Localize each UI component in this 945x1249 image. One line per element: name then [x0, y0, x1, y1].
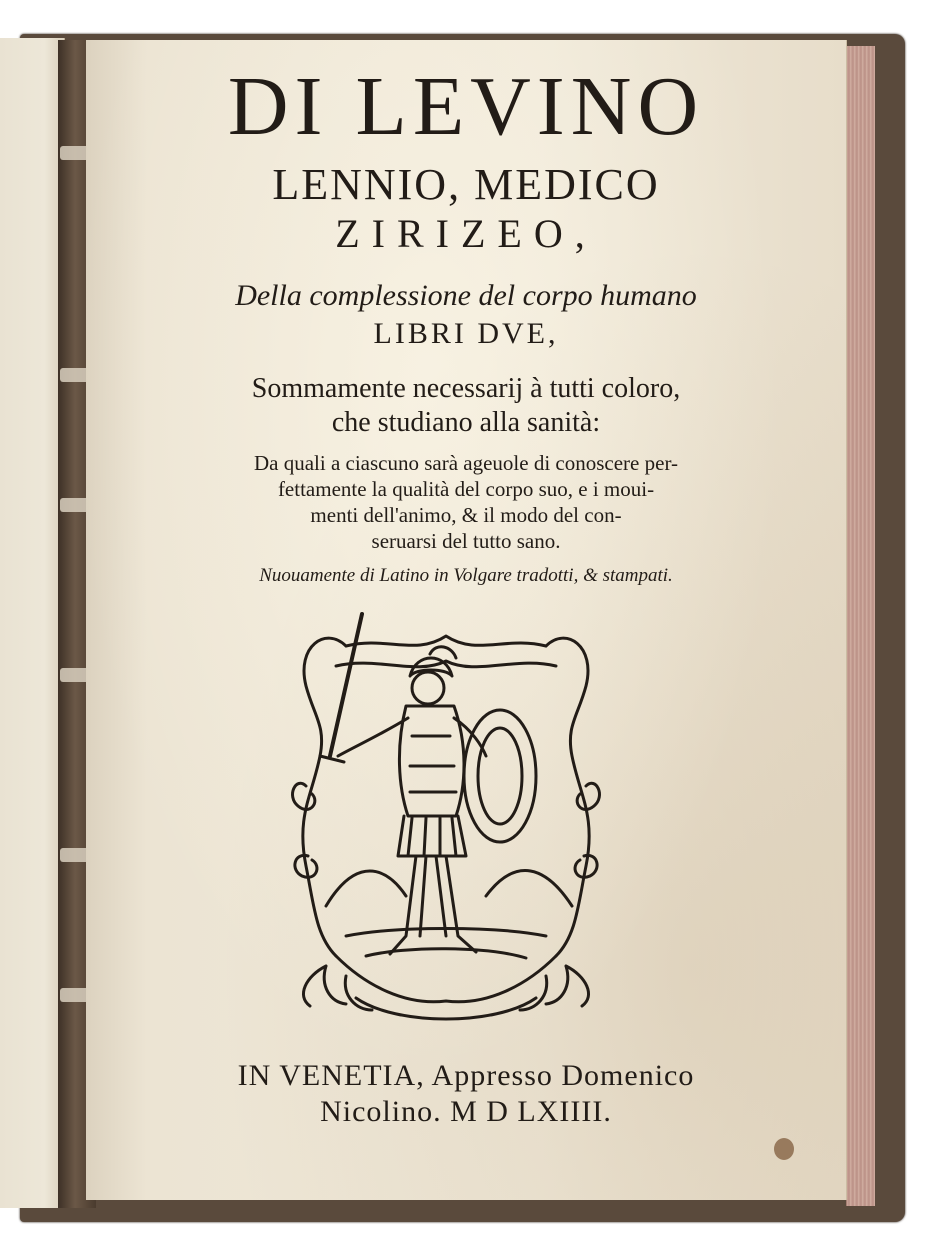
left-page	[0, 38, 65, 1208]
imprint-line: Nicolino. M D LXIIII.	[320, 1095, 612, 1128]
description-line: che studiano alla sanità:	[331, 407, 601, 438]
author-origin-line: ZIRIZEO,	[335, 211, 597, 256]
book	[0, 28, 905, 1224]
translation-note: Nuouamente di Latino in Volgare tradotti, & stampati.	[259, 565, 673, 586]
body-line: Da quali a ciascuno sarà ageuole di conoscere per-	[253, 451, 679, 475]
paper-stain	[774, 1138, 794, 1160]
printer-device-woodcut	[286, 606, 606, 1046]
author-name-line: LENNIO, MEDICO	[272, 160, 660, 209]
subject-line: Della complessione del corpo humano	[235, 279, 697, 312]
title-page	[86, 40, 847, 1200]
page-edges	[846, 46, 875, 1206]
books-count-line: LIBRI DVE,	[373, 317, 559, 350]
author-heading: DI LEVINO	[227, 60, 705, 153]
description-line: Sommamente necessarij à tutti coloro,	[251, 373, 681, 404]
body-line: menti dell'animo, & il modo del con-	[310, 503, 622, 527]
body-line: seruarsi del tutto sano.	[371, 529, 561, 553]
body-line: fettamente la qualità del corpo suo, e i moui-	[277, 477, 655, 501]
imprint-line: IN VENETIA, Appresso Domenico	[237, 1059, 695, 1092]
